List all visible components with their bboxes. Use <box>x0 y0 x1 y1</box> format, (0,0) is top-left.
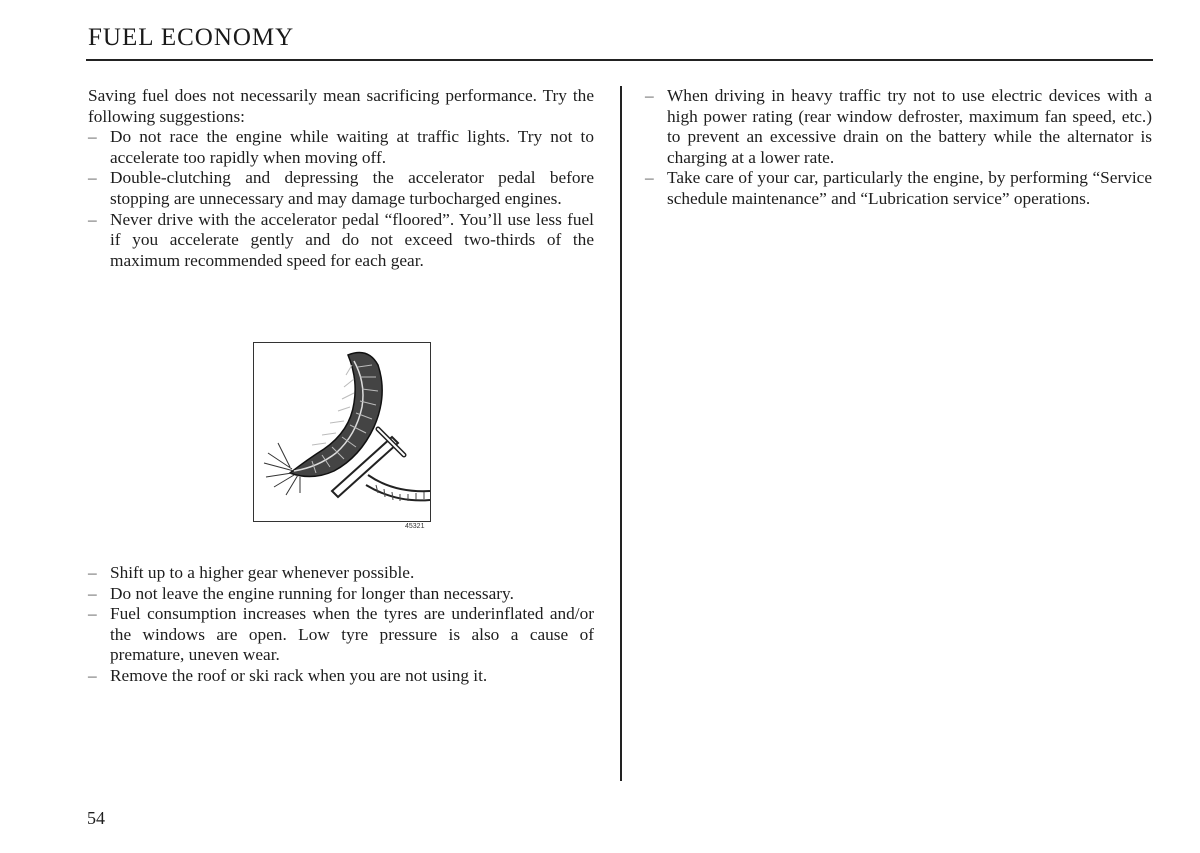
page-number: 54 <box>87 808 105 828</box>
list-item: – Do not race the engine while waiting at traffic lights. Try not to accelerate too rapidly when moving off. <box>88 127 594 168</box>
list-item: – Fuel consumption increases when the tyres are underinflated and/or the windows are open. Low tyre pressure is also a cause of premature, uneven wear. <box>88 604 594 666</box>
column-divider <box>620 86 622 781</box>
list-item: – Never drive with the accelerator pedal “floored”. You’ll use less fuel if you accelerate gently and do not exceed two-thirds of the maximum recommended speed for each gear. <box>88 210 594 272</box>
tips-list-bottom <box>88 563 594 687</box>
intro-paragraph: Saving fuel does not necessarily mean sacrificing performance. Try the following suggestions: <box>88 86 594 126</box>
tips-list-right <box>645 86 1152 210</box>
list-item: – When driving in heavy traffic try not to use electric devices with a high power rating (rear window defroster, maximum fan speed, etc.) to prevent an excessive drain on the battery while the alternator is charging at a lower rate. <box>645 86 1152 168</box>
list-item: – Do not leave the engine running for longer than necessary. <box>88 584 594 605</box>
right-column <box>645 86 1152 210</box>
left-column-top <box>88 86 594 271</box>
title-rule <box>86 59 1153 61</box>
list-item: – Remove the roof or ski rack when you are not using it. <box>88 666 594 687</box>
figure-code: 45321 <box>405 523 425 530</box>
list-item: – Take care of your car, particularly the engine, by performing “Service schedule maintenance” and “Lubrication service” operations. <box>645 168 1152 209</box>
list-item: – Double-clutching and depressing the accelerator pedal before stopping are unnecessary and may damage turbocharged engines. <box>88 168 594 209</box>
left-column-bottom <box>88 563 594 687</box>
list-item: – Shift up to a higher gear whenever possible. <box>88 563 594 584</box>
page-title: FUEL ECONOMY <box>88 24 295 51</box>
feather-pedal-figure <box>253 342 431 522</box>
feather-on-pedal-icon <box>254 343 430 521</box>
tips-list-top <box>88 127 594 271</box>
